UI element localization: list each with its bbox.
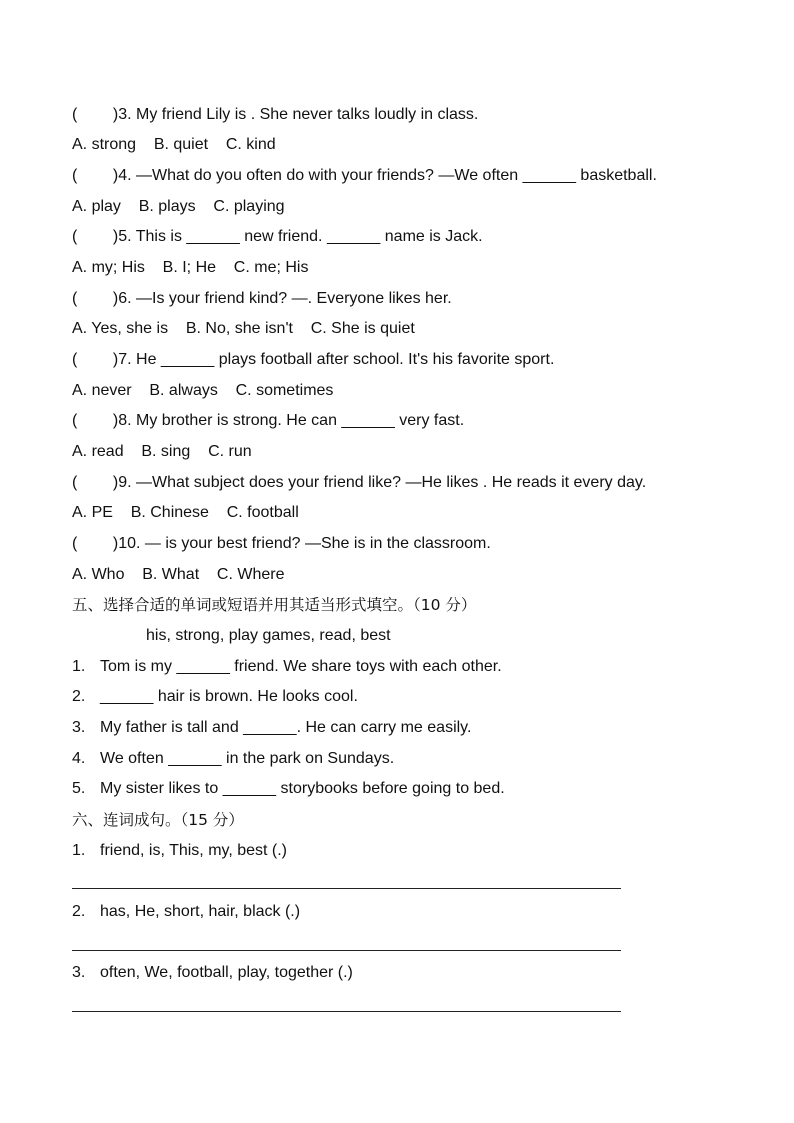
- fill-item-5: [72, 779, 505, 799]
- answer-line-2[interactable]: [72, 950, 621, 951]
- item-number: 4.: [72, 750, 86, 767]
- item-number: 5.: [72, 780, 86, 797]
- question-9: ( )9. —What subject does your friend like? —He likes . He reads it every day.: [72, 474, 647, 491]
- item-text: friend, is, This, my, best (.): [100, 842, 288, 859]
- question-10: ( )10. — is your best friend? —She is in the classroom.: [72, 535, 491, 552]
- fill-item-4: [72, 749, 394, 769]
- item-text: has, He, short, hair, black (.): [100, 903, 301, 920]
- question-4: ( )4. —What do you often do with your friends? —We often ______ basketball.: [72, 167, 657, 184]
- item-number: 3.: [72, 719, 86, 736]
- item-text: My sister likes to ______ storybooks before going to bed.: [100, 780, 505, 797]
- item-text: We often ______ in the park on Sundays.: [100, 750, 395, 767]
- options-7: A. never B. always C. sometimes: [72, 382, 334, 399]
- item-text: Tom is my ______ friend. We share toys with each other.: [100, 658, 502, 675]
- options-5: A. my; His B. I; He C. me; His: [72, 259, 309, 276]
- item-number: 1.: [72, 842, 86, 859]
- question-7: ( )7. He ______ plays football after school. It's his favorite sport.: [72, 351, 555, 368]
- options-10: A. Who B. What C. Where: [72, 566, 285, 583]
- options-9: A. PE B. Chinese C. football: [72, 504, 299, 521]
- options-6: A. Yes, she is B. No, she isn't C. She is quiet: [72, 320, 415, 337]
- item-number: 2.: [72, 903, 86, 920]
- options-4: A. play B. plays C. playing: [72, 198, 285, 215]
- fill-item-1: [72, 657, 502, 677]
- question-8: ( )8. My brother is strong. He can ______ very fast.: [72, 412, 465, 429]
- word-bank: his, strong, play games, read, best: [146, 627, 391, 644]
- options-3: A. strong B. quiet C. kind: [72, 136, 276, 153]
- fill-item-2: [72, 687, 358, 707]
- arrange-item-1: [72, 841, 287, 861]
- item-number: 2.: [72, 688, 86, 705]
- arrange-item-3: [72, 963, 353, 983]
- answer-line-1[interactable]: [72, 888, 621, 889]
- answer-line-3[interactable]: [72, 1011, 621, 1012]
- item-number: 3.: [72, 964, 86, 981]
- item-text: ______ hair is brown. He looks cool.: [100, 688, 358, 705]
- fill-item-3: [72, 718, 471, 738]
- item-text: often, We, football, play, together (.): [100, 964, 353, 981]
- arrange-item-2: [72, 902, 300, 922]
- item-number: 1.: [72, 658, 86, 675]
- options-8: A. read B. sing C. run: [72, 443, 252, 460]
- section-6-heading: 六、连词成句。（15 分）: [72, 811, 244, 829]
- question-6: ( )6. —Is your friend kind? —. Everyone likes her.: [72, 290, 452, 307]
- item-text: My father is tall and ______. He can carry me easily.: [100, 719, 472, 736]
- question-5: ( )5. This is ______ new friend. ______ name is Jack.: [72, 228, 483, 245]
- section-5-heading: 五、选择合适的单词或短语并用其适当形式填空。（10 分）: [72, 596, 477, 614]
- question-3: ( )3. My friend Lily is . She never talks loudly in class.: [72, 106, 479, 123]
